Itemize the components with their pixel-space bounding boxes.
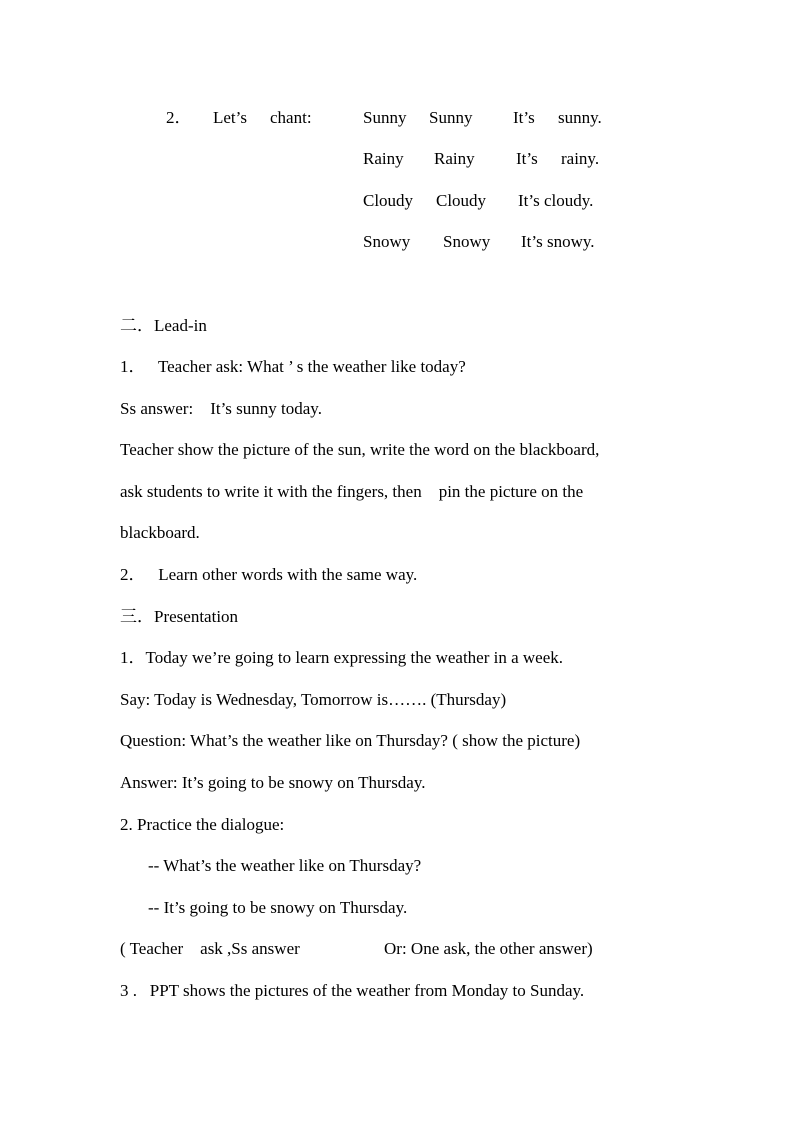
chant-label-chant: chant:	[270, 108, 312, 127]
chant-word: Sunny	[429, 108, 473, 127]
chant-word: Snowy	[443, 232, 491, 251]
chant-word: Cloudy	[363, 191, 414, 210]
chant-word: Sunny	[363, 108, 407, 127]
chant-word: It’s	[516, 149, 538, 168]
leadin-paragraph-line: blackboard.	[120, 523, 200, 542]
presentation-item-3: 3 . PPT shows the pictures of the weather from Monday to Sunday.	[120, 981, 585, 1000]
chant-number: 2．	[166, 108, 192, 127]
chant-word: Rainy	[434, 149, 475, 168]
presentation-note-left: ( Teacher ask ,Ss answer	[120, 939, 300, 958]
presentation-item-1: 1．Today we’re going to learn expressing the weather in a week.	[120, 648, 564, 667]
chant-word: rainy.	[561, 149, 600, 168]
presentation-question: Question: What’s the weather like on Thursday? ( show the picture)	[120, 731, 581, 750]
leadin-answer: Ss answer: It’s sunny today.	[120, 399, 322, 418]
leadin-paragraph-line: Teacher show the picture of the sun, write the word on the blackboard,	[120, 440, 600, 459]
presentation-heading: 三．Presentation	[120, 607, 239, 626]
chant-word: Snowy	[363, 232, 411, 251]
presentation-say: Say: Today is Wednesday, Tomorrow is……. (Thursday)	[120, 690, 507, 709]
leadin-heading: 二．Lead-in	[120, 316, 207, 335]
dialogue-line: -- What’s the weather like on Thursday?	[148, 856, 422, 875]
chant-word: It’s cloudy.	[518, 191, 594, 210]
leadin-item-1: 1． Teacher ask: What ’ s the weather like today?	[120, 357, 466, 376]
presentation-item-2: 2. Practice the dialogue:	[120, 815, 285, 834]
chant-label-lets: Let’s	[213, 108, 247, 127]
dialogue-line: -- It’s going to be snowy on Thursday.	[148, 898, 408, 917]
chant-word: sunny.	[558, 108, 602, 127]
chant-word: Cloudy	[436, 191, 487, 210]
chant-word: It’s snowy.	[521, 232, 595, 251]
presentation-note-right: Or: One ask, the other answer)	[384, 939, 593, 958]
leadin-paragraph-line: ask students to write it with the fingers, then pin the picture on the	[120, 482, 584, 501]
leadin-item-2: 2． Learn other words with the same way.	[120, 565, 418, 584]
chant-word: It’s	[513, 108, 535, 127]
chant-word: Rainy	[363, 149, 404, 168]
presentation-answer: Answer: It’s going to be snowy on Thursday.	[120, 773, 426, 792]
